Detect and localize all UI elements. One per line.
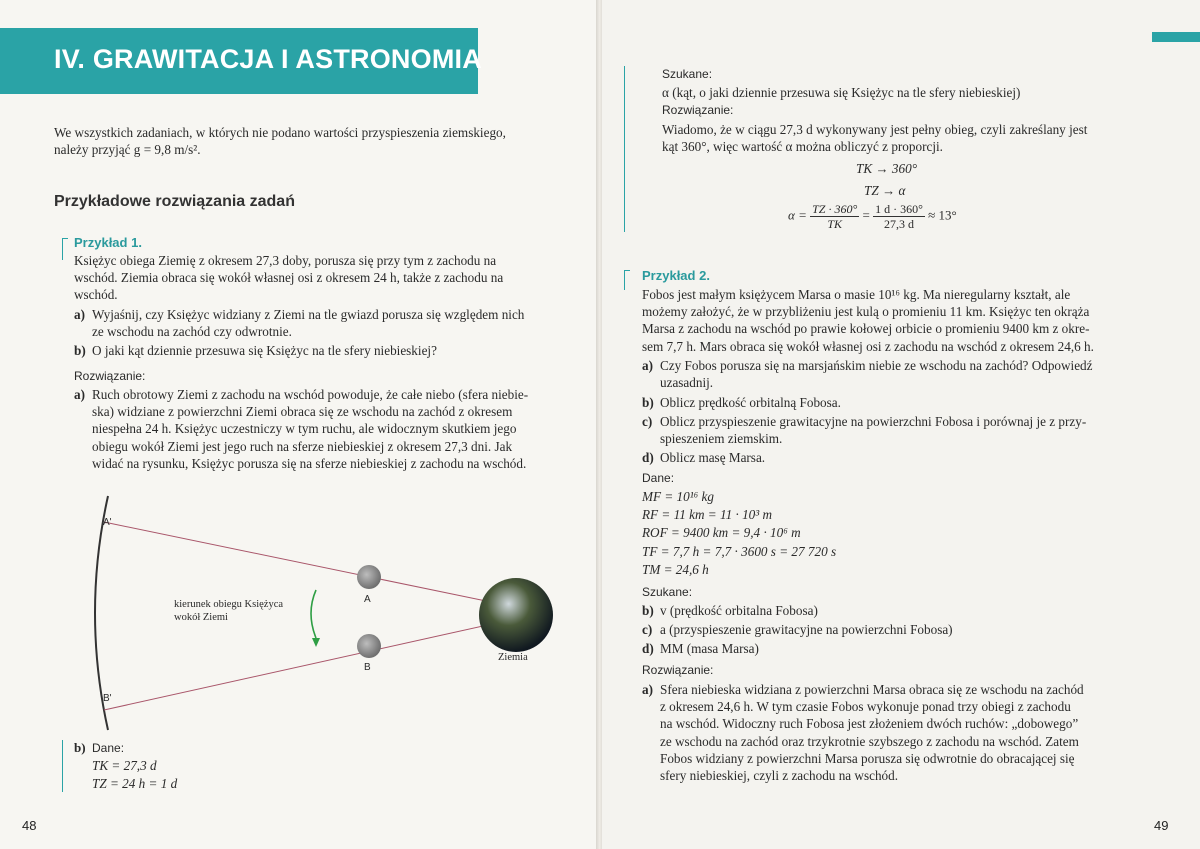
line: Wyjaśnij, czy Księżyc widziany z Ziemi na tle gwiazd porusza się względem nich	[92, 307, 525, 322]
example1-text	[74, 252, 574, 304]
direction-label-line: wokół Ziemi	[174, 612, 228, 623]
example2-bracket	[624, 270, 625, 290]
chapter-banner	[0, 28, 482, 94]
line: Marsa z zachodu na wschód po prawie kołowej orbicie o promieniu 9400 km z okre-	[642, 321, 1090, 337]
given-item: RF = 11 km = 11 · 10³ m	[642, 507, 773, 523]
question-c-text	[660, 413, 1162, 447]
fraction-2-num: 1 d · 360°	[875, 202, 923, 216]
question-b	[642, 394, 1162, 411]
proportion-1: TK → 360°	[856, 161, 917, 176]
question-a	[642, 357, 1162, 391]
line: Fobos widziany z powierzchni Marsa porusza się odwrotnie do obracającej się	[660, 750, 1075, 766]
given-item: TM = 24,6 h	[642, 561, 709, 577]
solution-label: Rozwiązanie:	[74, 369, 146, 383]
sought-c-text: a (przyspieszenie grawitacyjne na powierzchni Fobosa)	[660, 622, 953, 637]
example1-line: wschód. Ziemia obraca się wokół własnej osi z okresem 24 h, także z zachodu na	[74, 270, 504, 286]
sought-marker: d)	[642, 641, 654, 656]
proportion-2: TZ → α	[864, 183, 906, 198]
page-number-left: 48	[22, 818, 37, 833]
label-b: B	[364, 662, 371, 673]
question-a-text	[660, 357, 1162, 391]
fraction-1	[810, 202, 859, 231]
left-page	[0, 0, 598, 849]
arrow-head-icon	[312, 638, 320, 647]
intro-line-1: We wszystkich zadaniach, w których nie podano wartości przyspieszenia ziemskiego,	[54, 125, 506, 140]
sought-d	[642, 640, 1162, 657]
earth-label: Ziemia	[498, 652, 528, 663]
line: widać na rysunku, Księżyc porusza się na sferze niebieskiej z zachodu na wschód.	[92, 455, 527, 471]
line: sem 7,7 h. Mars obraca się wokół własnej osi z zachodu na wschód z okresem 24,6 h.	[642, 338, 1094, 354]
sought-b-text: v (prędkość orbitalna Fobosa)	[660, 603, 818, 618]
sought-d-text: MM (masa Marsa)	[660, 641, 759, 656]
sought-label: Szukane:	[662, 67, 713, 81]
example2-text	[642, 286, 1162, 355]
example2-bracket-top	[624, 270, 630, 271]
section-heading: Przykładowe rozwiązania zadań	[54, 193, 295, 210]
question-b	[74, 342, 574, 359]
earth	[479, 578, 553, 652]
eq-mid: =	[862, 207, 870, 223]
intro-line-2: należy przyjąć g = 9,8 m/s².	[54, 142, 201, 158]
solution-a-text	[660, 681, 1162, 784]
line: obiegu wokół Ziemi jest jego ruch na sferze niebieskiej z okresem 27,3 dni. Jak	[92, 438, 513, 454]
given-list	[642, 488, 836, 579]
line: Ruch obrotowy Ziemi z zachodu na wschód powoduje, że całe niebo (sfera niebie-	[92, 387, 529, 402]
example1-title: Przykład 1.	[74, 235, 142, 250]
solution-text	[662, 121, 1162, 155]
line: możemy założyć, że w przybliżeniu jest kulą o promieniu 11 km. Księżyc ten okrąża	[642, 304, 1090, 320]
direction-label-line: kierunek obiegu Księżyca	[174, 599, 284, 610]
eq-lhs: α =	[788, 207, 807, 223]
moon-b	[357, 634, 381, 658]
given-marker: b)	[74, 740, 86, 755]
solution-marker: a)	[642, 682, 653, 697]
question-marker: b)	[642, 395, 654, 410]
question-c	[642, 413, 1162, 447]
example1-cont-bracket	[624, 66, 625, 232]
question-marker: b)	[74, 343, 86, 358]
sought-b	[642, 602, 1162, 619]
example1-line: Księżyc obiega Ziemię z okresem 27,3 doby, porusza się przy tym z zachodu na	[74, 253, 497, 268]
solution-label: Rozwiązanie:	[662, 103, 734, 117]
page-number-right: 49	[1154, 818, 1169, 833]
given-item: MF = 10¹⁶ kg	[642, 489, 715, 504]
example1-bracket-top	[62, 238, 68, 239]
line: Wiadomo, że w ciągu 27,3 d wykonywany jest pełny obieg, czyli zakreślany jest	[662, 122, 1088, 137]
fraction-1-den: TK	[827, 217, 843, 231]
line: ze wschodu na zachód czy odwrotnie.	[92, 324, 292, 340]
solution-marker: a)	[74, 387, 85, 402]
chapter-title: IV. GRAWITACJA I ASTRONOMIA	[54, 44, 482, 74]
question-b-text: Oblicz prędkość orbitalną Fobosa.	[660, 395, 841, 410]
solution-a	[642, 681, 1162, 784]
given-item: TF = 7,7 h = 7,7 · 3600 s = 27 720 s	[642, 543, 837, 559]
question-d-text: Oblicz masę Marsa.	[660, 450, 766, 465]
angle-equation	[788, 202, 957, 231]
line: na wschód. Widoczny ruch Fobosa jest złożeniem dwóch ruchów: „dobowego”	[660, 716, 1079, 732]
line: Czy Fobos porusza się na marsjańskim niebie ze wschodu na zachód? Odpowiedź	[660, 358, 1093, 373]
line: ze wschodu na zachód oraz trzykrotnie szybszego z zachodu na wschód. Zatem	[660, 733, 1079, 749]
sought-marker: b)	[642, 603, 654, 618]
line: Fobos jest małym księżycem Marsa o masie 10¹⁶ kg. Ma nieregularny kształt, ale	[642, 287, 1071, 302]
line: Oblicz przyspieszenie grawitacyjne na powierzchni Fobosa i porównaj je z przy-	[660, 414, 1087, 429]
line: z okresem 24,6 h. W tym czasie Fobos wykonuje ponad trzy obiegi z zachodu	[660, 699, 1071, 715]
label-a: A	[364, 594, 371, 605]
corner-accent-bar	[1152, 32, 1200, 42]
example1-line: wschód.	[74, 287, 118, 303]
label-b-prime: B'	[103, 693, 112, 704]
example1-bracket	[62, 238, 63, 260]
given-item: ROF = 9400 km = 9,4 · 10⁶ m	[642, 525, 801, 541]
given-bracket	[62, 740, 63, 792]
given-label: Dane:	[92, 741, 125, 755]
question-a-text	[92, 306, 574, 340]
line: spieszeniem ziemskim.	[660, 431, 783, 447]
direction-label	[174, 598, 283, 624]
line: niespełna 24 h. Księżyc uczestniczy w tym ruchu, ale widocznym skutkiem jego	[92, 421, 517, 437]
line: uzasadnij.	[660, 375, 714, 391]
fraction-1-num: TZ · 360°	[812, 202, 858, 216]
label-a-prime: A'	[103, 517, 112, 528]
moon-a	[357, 565, 381, 589]
question-marker: c)	[642, 414, 653, 429]
line: sfery niebieskiej, czyli z zachodu na wschód.	[660, 768, 899, 784]
sought-marker: c)	[642, 622, 653, 637]
question-marker: d)	[642, 450, 654, 465]
fraction-2-den: 27,3 d	[884, 217, 914, 231]
question-a	[74, 306, 574, 340]
question-marker: a)	[74, 307, 85, 322]
solution-a	[74, 386, 574, 472]
sought-c	[642, 621, 1162, 638]
intro-text	[54, 124, 574, 158]
solution-a-text	[92, 386, 574, 472]
given-tz: TZ = 24 h = 1 d	[92, 776, 178, 791]
moon-orbit-figure	[80, 488, 570, 738]
right-page	[602, 0, 1200, 849]
solution-label: Rozwiązanie:	[642, 663, 714, 677]
fraction-2	[873, 202, 925, 231]
question-d	[642, 449, 1162, 466]
question-b-text: O jaki kąt dziennie przesuwa się Księżyc na tle sfery niebieskiej?	[92, 343, 437, 358]
sight-line-a	[104, 522, 510, 606]
sight-line-b	[104, 620, 510, 710]
line: ska) widziane z powierzchni Ziemi obraca się ze wschodu na zachód z okresem	[92, 404, 513, 420]
example2-title: Przykład 2.	[642, 268, 710, 283]
line: Sfera niebieska widziana z powierzchni Marsa obraca się ze wschodu na zachód	[660, 682, 1084, 697]
question-marker: a)	[642, 358, 653, 373]
orbit-direction-arrow	[311, 590, 316, 638]
sought-text: α (kąt, o jaki dziennie przesuwa się Księżyc na tle sfery niebieskiej)	[662, 85, 1021, 100]
sought-label: Szukane:	[642, 585, 693, 599]
given-tk: TK = 27,3 d	[92, 758, 157, 773]
line: kąt 360°, więc wartość α można obliczyć z proporcji.	[662, 139, 943, 155]
given-label: Dane:	[642, 471, 675, 485]
eq-result: ≈ 13°	[928, 207, 957, 223]
